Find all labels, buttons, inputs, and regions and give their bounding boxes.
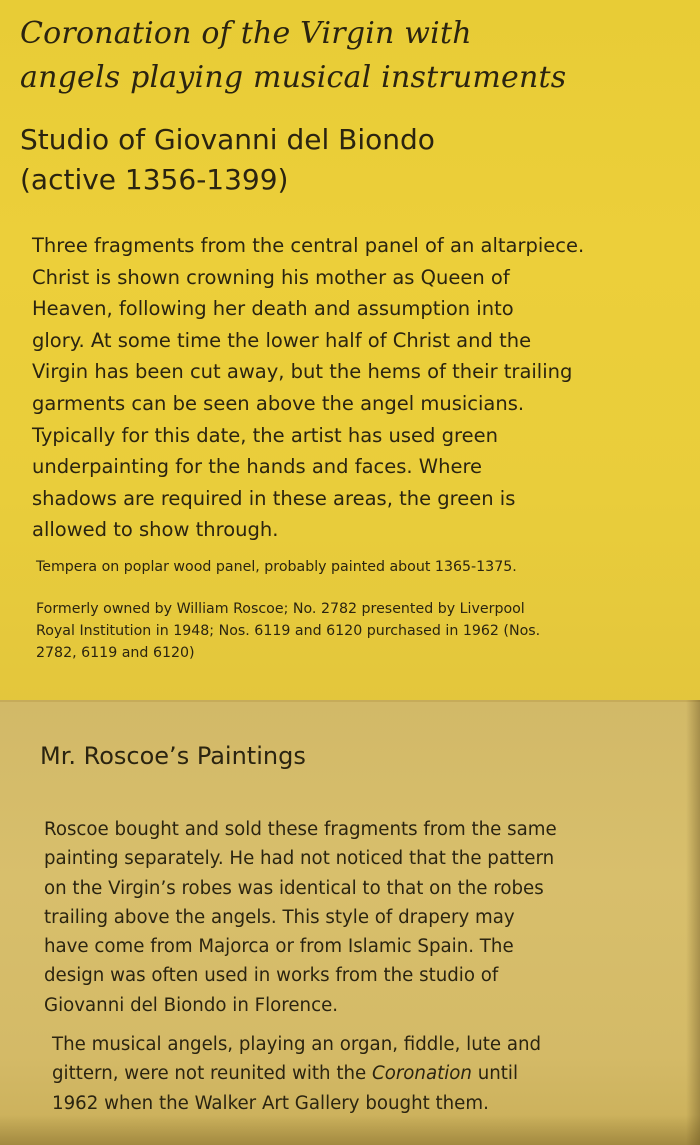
provenance-line: Formerly owned by William Roscoe; No. 2782 presented by Liverpool xyxy=(36,601,525,617)
paragraph-line: 1962 when the Walker Art Gallery bought them. xyxy=(52,1092,489,1114)
paragraph-text: gittern, were not reunited with the xyxy=(52,1063,372,1085)
paragraph-line: The musical angels, playing an organ, fiddle, lute and xyxy=(52,1034,542,1055)
description-line: garments can be seen above the angel musicians. xyxy=(32,391,525,415)
description-line: Typically for this date, the artist has used green xyxy=(32,423,498,447)
artwork-title-line: Coronation of the Virgin with xyxy=(20,16,472,51)
provenance-line: 2782, 6119 and 6120) xyxy=(36,645,195,661)
description-line: underpainting for the hands and faces. Where xyxy=(32,455,483,479)
description-line: Heaven, following her death and assumption into xyxy=(32,297,514,321)
description-line: Three fragments from the central panel of an altarpiece. xyxy=(32,234,585,257)
right-edge-shadow xyxy=(686,700,700,1145)
paragraph-line: painting separately. He had not noticed that the pattern xyxy=(44,848,555,870)
description-line: shadows are required in these areas, the green is xyxy=(32,486,516,510)
bottom-edge-shadow xyxy=(0,1115,700,1145)
artist-dates: (active 1356-1399) xyxy=(20,163,289,196)
artwork-title-reference: Coronation xyxy=(372,1063,472,1085)
artist-attribution xyxy=(20,120,660,200)
paragraph-line xyxy=(52,1059,672,1088)
paragraph-line: trailing above the angels. This style of drapery may xyxy=(44,906,515,928)
provenance-line: Royal Institution in 1948; Nos. 6119 and 6120 purchased in 1962 (Nos. xyxy=(36,623,541,639)
artist-name: Studio of Giovanni del Biondo xyxy=(20,123,435,156)
paragraph-line: design was often used in works from the studio of xyxy=(44,965,499,987)
artwork-title xyxy=(20,12,660,100)
description-line: Virgin has been cut away, but the hems of their trailing xyxy=(32,360,573,384)
artwork-description xyxy=(32,230,672,546)
section-paragraph-1 xyxy=(44,815,674,1020)
paragraph-line: have come from Majorca or from Islamic Spain. The xyxy=(44,936,514,958)
paragraph-text: until xyxy=(471,1063,519,1085)
description-line: Christ is shown crowning his mother as Queen of xyxy=(32,265,510,289)
description-line: glory. At some time the lower half of Christ and the xyxy=(32,328,532,352)
artwork-title-line: angels playing musical instruments xyxy=(20,60,567,95)
paragraph-line: Roscoe bought and sold these fragments from the same xyxy=(44,819,557,840)
description-line: allowed to show through. xyxy=(32,518,279,542)
paragraph-line: on the Virgin’s robes was identical to that on the robes xyxy=(44,877,544,899)
provenance-note xyxy=(36,598,656,664)
section-paragraph-2 xyxy=(52,1030,672,1118)
section-heading: Mr. Roscoe’s Paintings xyxy=(40,742,306,770)
paragraph-line: Giovanni del Biondo in Florence. xyxy=(44,994,339,1016)
medium-note: Tempera on poplar wood panel, probably painted about 1365-1375. xyxy=(36,559,517,575)
